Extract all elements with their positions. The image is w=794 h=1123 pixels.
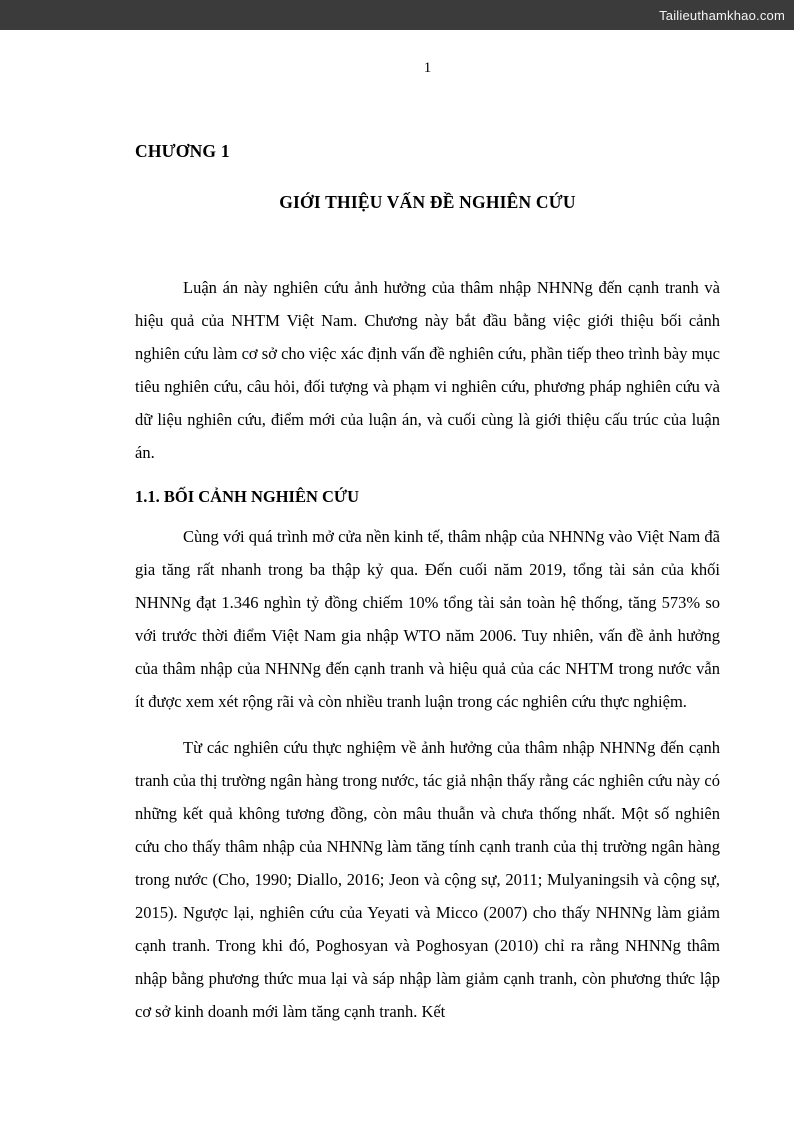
watermark-site-link[interactable]: Tailieuthamkhao.com	[659, 7, 785, 23]
chapter-title: GIỚI THIỆU VẤN ĐỀ NGHIÊN CỨU	[279, 192, 576, 212]
watermark-bar	[0, 0, 794, 30]
section-heading: 1.1. BỐI CẢNH NGHIÊN CỨU	[135, 487, 359, 506]
document-page	[0, 60, 794, 1028]
body-paragraph-2: Từ các nghiên cứu thực nghiệm về ảnh hưởng của thâm nhập NHNNg đến cạnh tranh của thị trường ngân hàng trong nước, tác giả nhận thấy rằng các nghiên cứu này có những kết quả không tương đồng, còn mâu thuẫn và chưa thống nhất. Một số nghiên cứu cho thấy thâm nhập của NHNNg làm tăng tính cạnh tranh của thị trường ngân hàng trong nước (Cho, 1990; Diallo, 2016; Jeon và cộng sự, 2011; Mulyaningsih và cộng sự, 2015). Ngược lại, nghiên cứu của Yeyati và Micco (2007) cho thấy NHNNg làm giảm cạnh tranh. Trong khi đó, Poghosyan và Poghosyan (2010) chỉ ra rằng NHNNg thâm nhập bằng phương thức mua lại và sáp nhập làm giảm cạnh tranh, còn phương thức lập cơ sở kinh doanh mới làm tăng cạnh tranh. Kết	[135, 738, 720, 1021]
intro-paragraph: Luận án này nghiên cứu ảnh hưởng của thâm nhập NHNNg đến cạnh tranh và hiệu quả của NHTM Việt Nam. Chương này bắt đầu bằng việc giới thiệu bối cảnh nghiên cứu làm cơ sở cho việc xác định vấn đề nghiên cứu, phần tiếp theo trình bày mục tiêu nghiên cứu, câu hỏi, đối tượng và phạm vi nghiên cứu, phương pháp nghiên cứu và dữ liệu nghiên cứu, điểm mới của luận án, và cuối cùng là giới thiệu cấu trúc của luận án.	[135, 278, 720, 462]
body-paragraph-1: Cùng với quá trình mở cửa nền kinh tế, thâm nhập của NHNNg vào Việt Nam đã gia tăng rất nhanh trong ba thập kỷ qua. Đến cuối năm 2019, tổng tài sản của khối NHNNg đạt 1.346 nghìn tỷ đồng chiếm 10% tổng tài sản toàn hệ thống, tăng 573% so với trước thời điểm Việt Nam gia nhập WTO năm 2006. Tuy nhiên, vấn đề ảnh hưởng của thâm nhập của NHNNg đến cạnh tranh và hiệu quả của các NHTM trong nước vẫn ít được xem xét rộng rãi và còn nhiều tranh luận trong các nghiên cứu thực nghiệm.	[135, 527, 720, 711]
chapter-label: CHƯƠNG 1	[135, 141, 230, 161]
page-number: 1	[423, 60, 432, 76]
